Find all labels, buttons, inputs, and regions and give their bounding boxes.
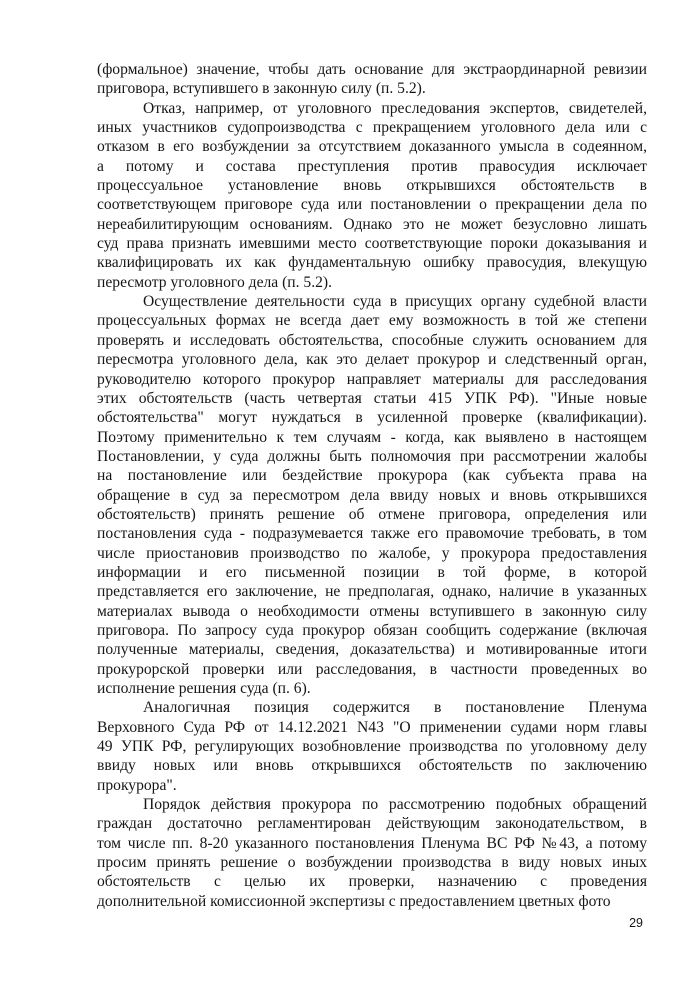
text-line: Порядок действия прокурора по рассмотрению подобных обращений — [143, 796, 647, 814]
text-line: иных участников судопроизводства с прекращением уголовного дела или с — [97, 119, 647, 137]
paragraph — [97, 60, 647, 99]
text-line: обстоятельства" могут нуждаться в усиленной проверке (квалификации). — [97, 409, 647, 427]
paragraph — [97, 292, 647, 698]
text-line: квалифицировать их как фундаментальную ошибку правосудия, влекущую — [97, 254, 647, 272]
text-line: Постановлении, у суда должны быть полномочия при рассмотрении жалобы — [97, 447, 647, 465]
text-line: обстоятельств) принять решение об отмене приговора, определения или — [97, 505, 647, 523]
text-line: Осуществление деятельности суда в присущих органу судебной власти — [143, 293, 647, 311]
text-line: процессуальных формах не всегда дает ему возможность в той же степени — [97, 312, 647, 330]
text-line: приговора, вступившего в законную силу (п. 5.2). — [97, 80, 426, 98]
text-line: руководителю которого прокурор направляет материалы для расследования — [97, 370, 647, 388]
text-line: этих обстоятельств (часть четвертая статьи 415 УПК РФ). "Иные новые — [97, 389, 647, 407]
text-line: приговора. По запросу суда прокурор обязан сообщить содержание (включая — [97, 621, 647, 639]
text-line: дополнительной комиссионной экспертизы с предоставлением цветных фото — [97, 892, 611, 910]
text-line: а потому и состава преступления против правосудия исключает — [97, 157, 647, 175]
text-line: пересмотр уголовного дела (п. 5.2). — [97, 273, 333, 291]
text-line: прокурора". — [97, 776, 177, 794]
text-line: процессуальное установление вновь открывшихся обстоятельств в — [97, 177, 647, 195]
text-line: на постановление или бездействие прокурора (как субъекта права на — [97, 467, 647, 485]
text-line: Отказ, например, от уголовного преследования экспертов, свидетелей, — [143, 99, 647, 117]
paragraph — [97, 795, 647, 911]
text-line: материалах вывода о необходимости отмены вступившего в законную силу — [97, 602, 647, 620]
text-line: Поэтому применительно к тем случаям - когда, как выявлено в настоящем — [97, 428, 647, 446]
page-number: 29 — [629, 916, 643, 930]
text-line: просим принять решение о возбуждении производства в виду новых иных — [97, 854, 647, 872]
text-line: Верховного Суда РФ от 14.12.2021 N43 "О применении судами норм главы — [97, 718, 647, 736]
text-line: соответствующем приговоре суда или постановлении о прекращении дела по — [97, 196, 647, 214]
text-line: Аналогичная позиция содержится в постановление Пленума — [143, 699, 647, 717]
text-line: 49 УПК РФ, регулирующих возобновление производства по уголовному делу — [97, 738, 647, 756]
text-line: нереабилитирующим основаниям. Однако это не может безусловно лишать — [97, 215, 647, 233]
text-line: обращение в суд за пересмотром дела ввиду новых и вновь открывшихся — [97, 486, 647, 504]
text-line: постановления суда - подразумевается также его правомочие требовать, в том — [97, 525, 647, 543]
text-line: полученные материалы, сведения, доказательства) и мотивированные итоги — [97, 641, 647, 659]
text-line: том числе пп. 8-20 указанного постановления Пленума ВС РФ №43, а потому — [97, 834, 647, 852]
text-line: ввиду новых или вновь открывшихся обстоятельств по заключению — [97, 757, 647, 775]
text-line: пересмотра уголовного дела, как это делает прокурор и следственный орган, — [97, 351, 647, 369]
text-line: суд права признать имевшими место соответствующие пороки доказывания и — [97, 235, 647, 253]
text-line: (формальное) значение, чтобы дать основание для экстраординарной ревизии — [97, 61, 647, 78]
paragraph — [97, 99, 647, 292]
text-line: исполнение решения суда (п. 6). — [97, 680, 311, 697]
text-line: прокурорской проверки или расследования, в частности проведенных во — [97, 660, 647, 678]
paragraph — [97, 698, 647, 795]
text-line: отказом в его возбуждении за отсутствием доказанного умысла в содеянном, — [97, 138, 647, 156]
text-body — [97, 60, 647, 911]
text-line: числе приостановив производство по жалобе, у прокурора предоставления — [97, 544, 647, 562]
text-line: граждан достаточно регламентирован действующим законодательством, в — [97, 815, 647, 833]
text-line: представляется его заключение, не предполагая, однако, наличие в указанных — [97, 583, 647, 601]
text-line: информации и его письменной позиции в той форме, в которой — [97, 563, 647, 581]
text-line: обстоятельств с целью их проверки, назначению с проведения — [97, 873, 647, 891]
text-line: проверять и исследовать обстоятельства, способные служить основанием для — [97, 331, 647, 349]
